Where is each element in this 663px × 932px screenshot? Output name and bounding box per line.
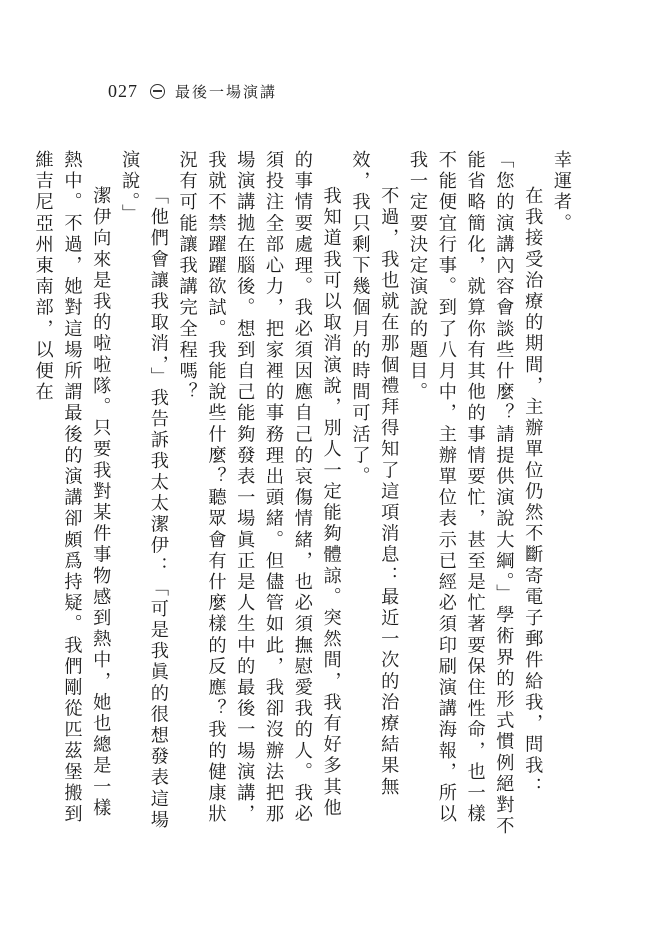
paragraph-5: 「他們會讓我取消，」我告訴我太太潔伊：「可是我眞的很想發表這場演說。」 [119, 150, 169, 832]
paragraph-3: 不過，我也就在那個禮拜得知了這項消息：最近一次的治療結果無效，我只剩下幾個月的時間可活了。 [349, 150, 400, 799]
circle-dash-icon [150, 84, 165, 99]
paragraph-6: 潔伊向來是我的啦啦隊。只要我對某件事物感到熱中，她也總是一樣熱中。不過，她對這場所謂最後的演講卻頗爲持疑。我們剛從匹茲堡搬到維吉尼亞州東南部，以便在 [32, 150, 112, 826]
paragraph-4: 我知道我可以取消演說，別人一定能夠體諒。突然間，我有好多其他的事情要處理。我必須因應自己的哀傷情緒，也必須撫慰愛我的人。我必須投注全部心力，把家裡的事務理出頭緒。但儘管如此，我卻沒辦法把那場演講拋在腦後。想到自己能夠發表一場眞正是人生中的最後一場演講，我就不禁躍躍欲試。我能說些什麼？聽眾會有什麼樣的反應？我的健康狀況有可能讓我講完全程嗎？ [176, 150, 342, 826]
vertical-body-text [32, 150, 575, 840]
paragraph-2: 在我接受治療的期間，主辦單位仍然不斷寄電子郵件給我，問我：「您的演講內容會談些什麼？請提供演說大綱。」學術界的形式慣例絕對不能省略簡化，就算你有其他的事情要忙，甚至是忙著要保住性命，也一樣不能便宜行事。到了八月中，主辦單位表示已經必須印刷演講海報，所以我一定要決定演說的題目。 [407, 150, 544, 838]
paragraph-1: 幸運者。 [551, 150, 572, 235]
page-number: 027 [108, 80, 138, 101]
running-header [108, 80, 277, 102]
chapter-title: 最後一場演講 [175, 82, 278, 101]
